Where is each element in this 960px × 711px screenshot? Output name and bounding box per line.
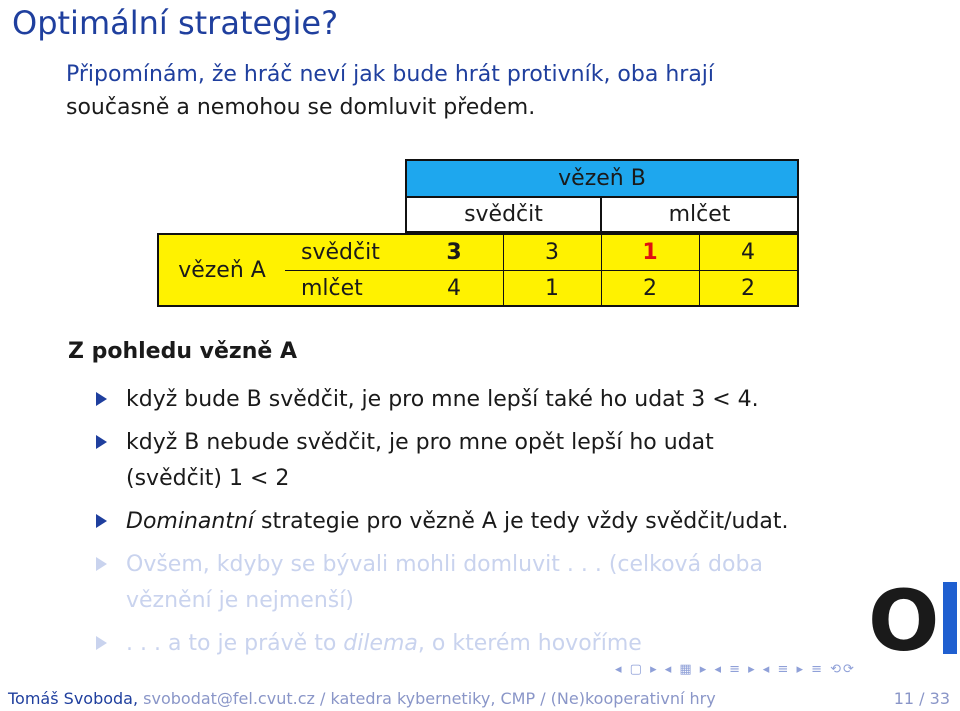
intro-line-2: současně a nemohou se domluvit předem. (66, 95, 536, 120)
payoff-cell: 3 (405, 233, 503, 270)
payoff-cell: 2 (601, 270, 699, 307)
beamer-navigation[interactable]: ◂ ▢ ▸ ◂ ▦ ▸ ◂ ≡ ▸ ◂ ≡ ▸ ≡ ⟲⟳ (615, 662, 856, 677)
intro-text (66, 58, 926, 124)
footer (0, 686, 960, 711)
bullet-triangle-icon (96, 514, 107, 528)
row-label-svedcit: svědčit (285, 233, 499, 270)
bullet-text: když B nebude svědčit, je pro mne opět lepší ho udat (126, 430, 714, 455)
payoff-cell: 1 (601, 233, 699, 270)
grid-divider (601, 233, 602, 307)
bullet-triangle-icon (96, 636, 107, 650)
bullet-text: . . . a to je právě to (126, 631, 344, 656)
grid-divider (699, 233, 700, 307)
page-number: 11 / 33 (893, 689, 950, 708)
slide-title: Optimální strategie? (12, 4, 339, 42)
logo-bar-icon (943, 582, 957, 654)
ol-logo (868, 572, 957, 670)
bullet-emphasis: Dominantní (126, 509, 254, 534)
col-label-mlcet: mlčet (601, 196, 799, 233)
bullet-item-faded (96, 626, 856, 662)
payoff-cell: 2 (699, 270, 799, 307)
bullet-item (96, 425, 856, 497)
bullet-text: , o kterém hovoříme (417, 631, 642, 656)
bullet-triangle-icon (96, 435, 107, 449)
bullet-text: když bude B svědčit, je pro mne lepší také ho udat 3 < 4. (126, 387, 759, 412)
bullet-list (96, 382, 856, 669)
row-label-mlcet: mlčet (285, 270, 499, 307)
section-heading: Z pohledu vězně A (68, 339, 298, 364)
bullet-triangle-icon (96, 557, 107, 571)
player-b-header: vězeň B (405, 159, 799, 196)
bullet-text: Ovšem, kdyby se bývali mohli domluvit . . . (celková doba (126, 552, 763, 577)
bullet-text: (svědčit) 1 < 2 (126, 466, 290, 491)
bullet-text: strategie pro vězně A je tedy vždy svědčit/udat. (254, 509, 789, 534)
payoff-cell: 1 (503, 270, 601, 307)
bullet-triangle-icon (96, 392, 107, 406)
footer-affiliation: svobodat@fel.cvut.cz / katedra kybernetiky, CMP / (Ne)kooperativní hry (138, 689, 716, 708)
author-name: Tomáš Svoboda, (8, 689, 139, 708)
player-a-header: vězeň A (157, 233, 285, 307)
intro-line-1: Připomínám, že hráč neví jak bude hrát protivník, oba hrají (66, 62, 715, 87)
payoff-cell: 4 (699, 233, 799, 270)
grid-divider (503, 233, 504, 307)
bullet-text: věznění je nejmenší) (126, 588, 354, 613)
logo-letter: O (868, 572, 936, 670)
bullet-item (96, 504, 856, 540)
bullet-item-faded (96, 547, 856, 619)
payoff-cell: 3 (503, 233, 601, 270)
payoff-cell: 4 (405, 270, 503, 307)
col-label-svedcit: svědčit (405, 196, 601, 233)
payoff-table (157, 159, 799, 307)
bullet-emphasis: dilema (343, 631, 418, 656)
bullet-item (96, 382, 856, 418)
footer-author (8, 686, 716, 711)
